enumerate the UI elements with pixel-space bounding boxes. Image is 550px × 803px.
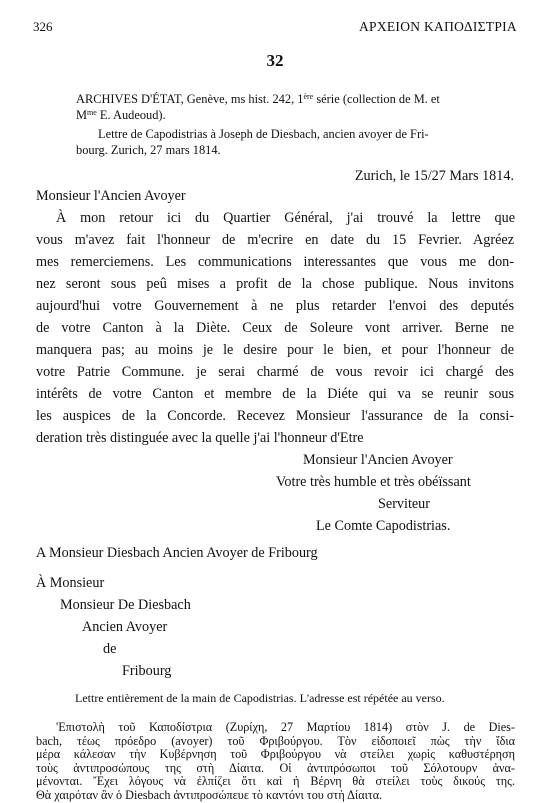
greek-summary-line: bach, τέως πρόεδρο (avoyer) τοῦ Φριβούργου. Τὸν εἰδοποιεῖ πὼς τὴν ἴδια xyxy=(36,733,515,748)
closing-line: Monsieur l'Ancien Avoyer xyxy=(303,452,453,468)
greek-summary-line: τοὺς ἀντιπροσώπους της στὴ Δίαιτα. Οἱ ἀντιπρόσωποι τοῦ Σόλοτουρν ἀνα- xyxy=(36,760,515,775)
letter-summary-line-2: bourg. Zurich, 27 mars 1814. xyxy=(76,143,221,157)
page-number: 326 xyxy=(33,19,53,34)
letter-body-line: manquera pas; au moins je le desire pour le bien, et pour l'honneur de xyxy=(36,342,514,358)
letter-body-line: mes remerciemens. Les communications interessantes que vous me don- xyxy=(36,254,514,270)
running-title: ΑΡΧΕΙΟΝ ΚΑΠΟΔΙΣΤΡΙΑ xyxy=(358,19,517,34)
closing-line: Votre très humble et très obéïssant xyxy=(276,474,471,490)
greek-summary-line: 'Επιστολὴ τοῦ Καποδίστρια (Ζυρίχη, 27 Μαρτίου 1814) στὸν J. de Dies- xyxy=(56,720,515,734)
letter-body-line: aujourd'hui votre Gouvernement à ne plus retarder l'envoi des deputés xyxy=(36,298,514,314)
greek-summary-line: μένονται. Ἔχει λόγους νὰ ἐλπίζει ὅτι καὶ ἡ Βέρνη θὰ στείλει τοὺς δικούς της. xyxy=(36,774,515,789)
address-line: À Monsieur xyxy=(36,575,105,591)
signature: Le Comte Capodistrias. xyxy=(316,518,451,534)
letter-body-line: nez seront sous peû mises a profit de la chose publique. Nous invitons xyxy=(36,276,514,292)
closing-line: Serviteur xyxy=(378,496,431,512)
letter-body-line: deration très distinguée avec la quelle j'ai l'honneur d'Etre xyxy=(36,430,364,446)
letter-body-line: les auspices de la Concorde. Recevez Monsieur l'assurance de la consi- xyxy=(36,408,514,424)
letter-body-line: de votre Canton à la Diète. Ceux de Soleure vont arriver. Berne ne xyxy=(36,320,514,336)
address-line: Fribourg xyxy=(122,663,172,679)
letter-salutation: Monsieur l'Ancien Avoyer xyxy=(36,188,186,204)
document-number: 32 xyxy=(266,51,284,70)
letter-body-line: votre Patrie Commune. je serai charmé de vous revoir ici chargé des xyxy=(36,364,514,380)
address-line: Monsieur De Diesbach xyxy=(60,597,191,613)
source-citation-line-2: $M^{me}$ E. Audeoud). xyxy=(76,108,166,122)
letter-body-line: vous m'avez fait l'honneur de m'ecrire en date du 15 Fevrier. Agréez xyxy=(36,232,514,248)
source-citation-line-1: ARCHIVES D'ÉTAT, Genève, ms hist. 242, 1ère série (collection de M. et xyxy=(76,92,440,106)
greek-summary-line: Θὰ χαιρόταν ἂν ὁ Diesbach ἀντιπροσώπευε τὸ καντόνι του στὴ Δίαιτα. xyxy=(36,788,383,802)
address-line: de xyxy=(103,641,117,657)
letter-body-line: intérêts de votre Canton et membre de la Diéte qui va se reunir sous xyxy=(36,386,514,402)
letter-summary-line-1: Lettre de Capodistrias à Joseph de Diesbach, ancien avoyer de Fri- xyxy=(98,127,429,141)
letter-body-line: À mon retour ici du Quartier Général, j'ai trouvé la lettre que xyxy=(56,210,515,226)
editorial-note: Lettre entièrement de la main de Capodistrias. L'adresse est répétée au verso. xyxy=(75,691,445,705)
addressee-line: A Monsieur Diesbach Ancien Avoyer de Fribourg xyxy=(36,545,318,561)
greek-summary-line: μέρα κάλεσαν τὴν Κυβέρνηση τοῦ Φριβούργου νὰ στείλει χωρὶς καθυστέρηση xyxy=(36,747,515,762)
letter-date: Zurich, le 15/27 Mars 1814. xyxy=(354,168,514,184)
address-line: Ancien Avoyer xyxy=(82,619,168,635)
